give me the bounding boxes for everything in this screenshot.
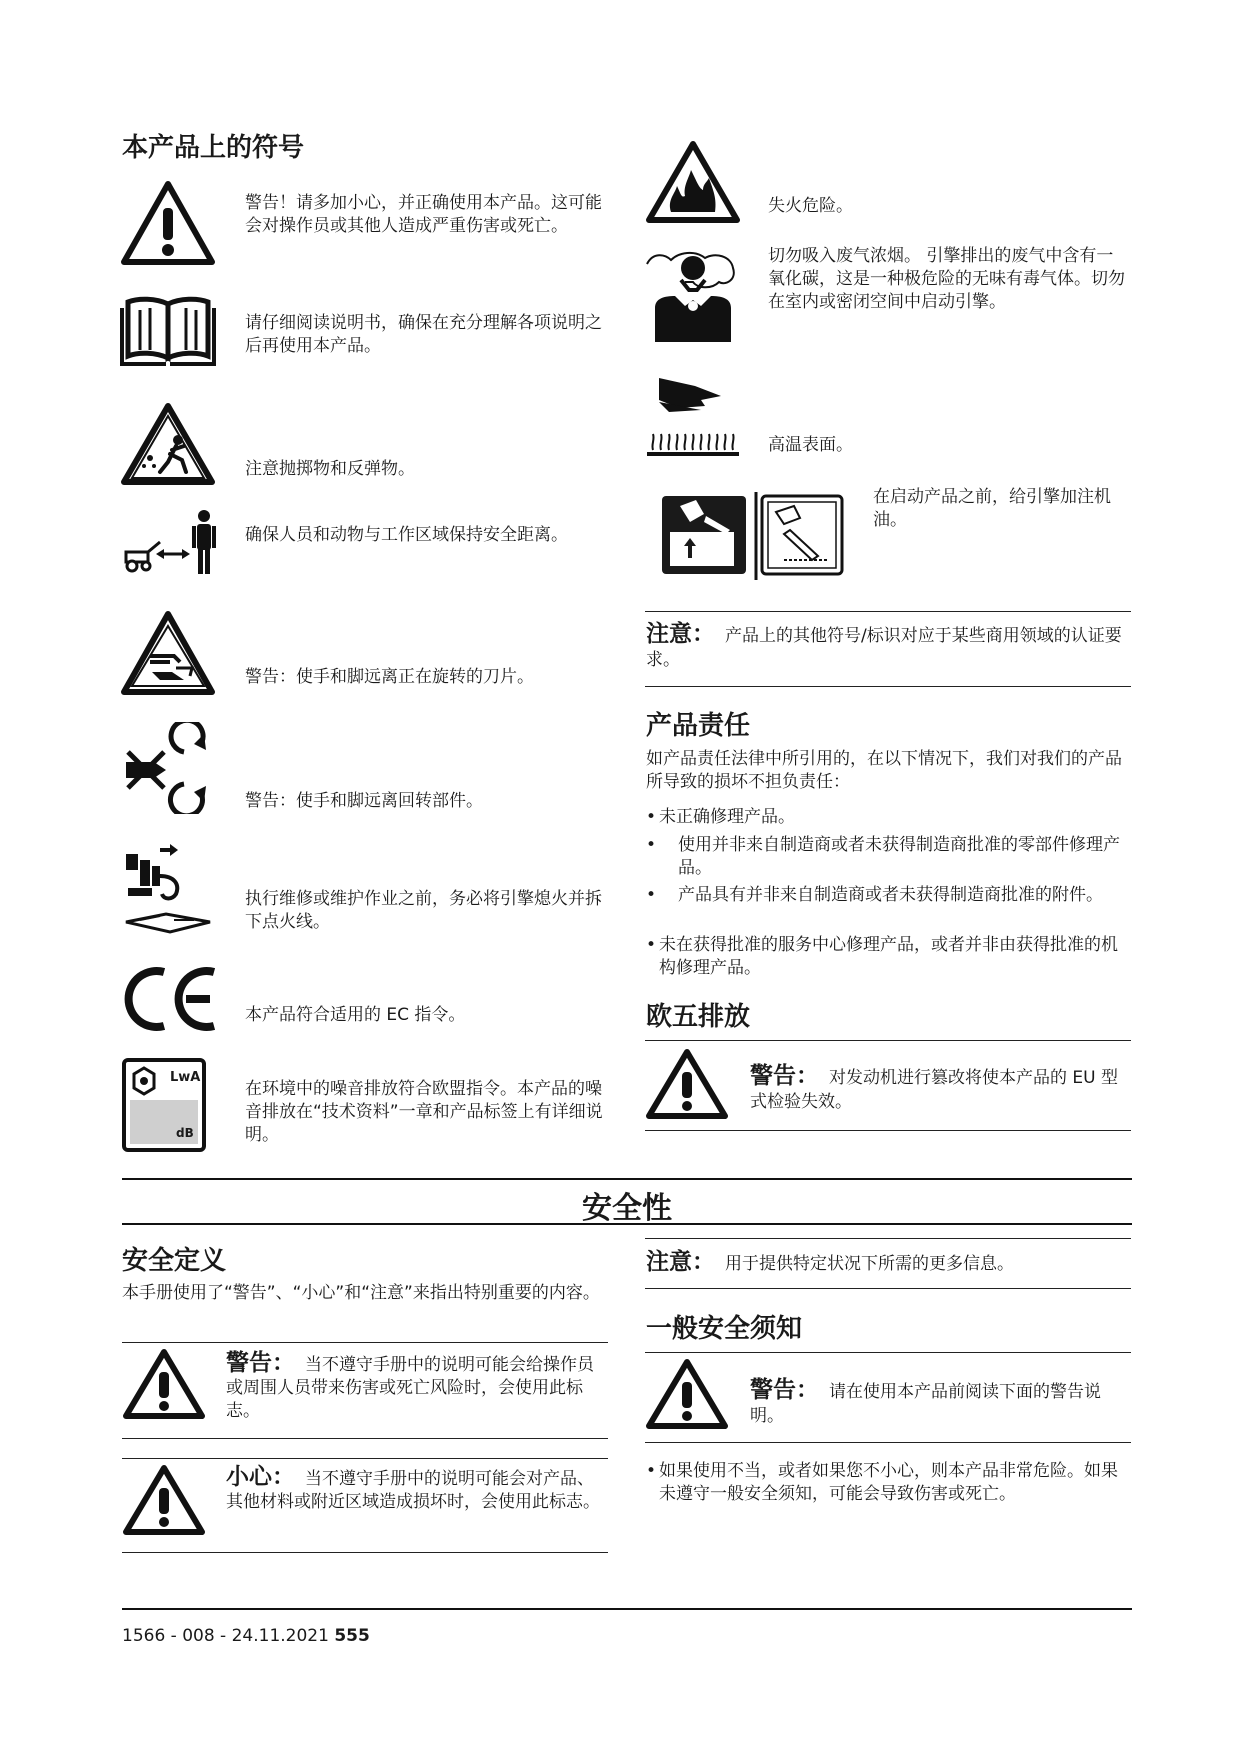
thrown-objects-icon (120, 402, 216, 486)
euro5-warning-box (750, 1064, 1132, 1114)
liability-bullet-3-text: 产品具有并非来自制造商或者未获得制造商批准的附件。 (678, 885, 1103, 905)
symbol-text-safe-distance: 确保人员和动物与工作区域保持安全距离。 (245, 525, 568, 545)
symbol-text-thrown-objects: 注意抛掷物和反弹物。 (245, 459, 415, 479)
rotating-parts-icon (120, 722, 216, 814)
general-warning-label: 警告： (750, 1377, 819, 1403)
engine-oil-icon (660, 490, 846, 582)
symbol-text-exhaust: 切勿吸入废气浓烟。 引擎排出的废气中含有一氧化碳，这是一种极危险的无味有毒气体。切勿在室内或密闭空间中启动引擎。 (768, 246, 1125, 312)
general-safety-heading: 一般安全须知 (646, 1314, 803, 1344)
symbol-text-warning: 警告！请多加小心，并正确使用本产品。这可能会对操作员或其他人造成严重伤害或死亡。 (245, 193, 602, 236)
definitions-heading: 安全定义 (122, 1246, 227, 1276)
noise-label-lwa: LwA (170, 1070, 201, 1085)
symbol-text-ce: 本产品符合适用的 EC 指令。 (245, 1005, 466, 1025)
def-caution-icon (122, 1464, 206, 1536)
liability-bullet-2 (646, 834, 1132, 880)
general-safety-bullet (646, 1460, 1132, 1506)
euro5-bottom-rule (645, 1130, 1131, 1131)
noise-label-icon (122, 1058, 206, 1152)
bullet-dot: • (646, 885, 657, 905)
symbol-text-rotating-blade: 警告：使手和脚远离正在旋转的刀片。 (245, 667, 534, 687)
euro5-warning-icon (645, 1048, 729, 1120)
general-warning-top-rule (645, 1352, 1131, 1353)
exhaust-fumes-icon (645, 246, 737, 342)
safety-top-rule (122, 1178, 1132, 1180)
liability-bullet-1-text: 未正确修理产品。 (659, 807, 795, 827)
def-warning-bottom-rule (122, 1438, 608, 1439)
symbols-heading: 本产品上的符号 (122, 133, 305, 163)
def-caution-label: 小心： (226, 1464, 295, 1490)
fire-hazard-icon (645, 140, 741, 224)
ce-mark-icon (120, 966, 220, 1032)
footer (122, 1626, 370, 1646)
symbol-text-rotating-parts: 警告：使手和脚远离回转部件。 (245, 791, 483, 811)
general-warning-text: 请在使用本产品前阅读下面的警告说明。 (750, 1382, 1101, 1426)
liability-heading: 产品责任 (646, 711, 751, 741)
symbol-text-spark-plug: 执行维修或维护作业之前，务必将引擎熄火并拆下点火线。 (245, 889, 602, 932)
bullet-dot: • (646, 935, 657, 955)
symbol-text-hot-surface: 高温表面。 (768, 435, 853, 455)
safety-note-bottom-rule (645, 1288, 1131, 1289)
euro5-warning-text: 对发动机进行篡改将使本产品的 EU 型式检验失效。 (750, 1068, 1118, 1112)
symbol-text-manual: 请仔细阅读说明书，确保在充分理解各项说明之后再使用本产品。 (245, 313, 602, 356)
note-products-box (646, 622, 1132, 672)
spark-plug-icon (120, 840, 216, 936)
def-caution-text: 当不遵守手册中的说明可能会对产品、其他材料或附近区域造成损坏时，会使用此标志。 (226, 1469, 600, 1512)
safety-note-label: 注意： (646, 1249, 715, 1275)
safety-title: 安全性 (582, 1191, 672, 1226)
euro5-top-rule (645, 1040, 1131, 1041)
liability-bullet-1 (646, 806, 1132, 829)
def-warning-label: 警告： (226, 1350, 295, 1376)
def-caution-top-rule (122, 1458, 608, 1459)
definitions-intro: 本手册使用了“警告”、“小心”和“注意”来指出特别重要的内容。 (122, 1283, 600, 1303)
bullet-dot: • (646, 807, 657, 827)
liability-bullet-4 (646, 934, 1132, 980)
liability-bullet-2-text: 使用并非来自制造商或者未获得制造商批准的零部件修理产品。 (678, 835, 1120, 878)
note-top-rule (645, 611, 1131, 612)
safety-note-text: 用于提供特定状况下所需的更多信息。 (725, 1254, 1014, 1274)
liability-bullet-3 (646, 884, 1132, 907)
def-caution-bottom-rule (122, 1552, 608, 1553)
liability-bullet-4-text: 未在获得批准的服务中心修理产品，或者并非由获得批准的机构修理产品。 (659, 935, 1118, 978)
def-warning-top-rule (122, 1342, 608, 1343)
symbol-text-noise: 在环境中的噪音排放符合欧盟指令。本产品的噪音排放在“技术资料”一章和产品标签上有详细说明。 (245, 1079, 603, 1145)
rotating-blade-icon (120, 610, 216, 696)
safety-bottom-rule (122, 1223, 1132, 1225)
safety-note-box (646, 1250, 1132, 1276)
footer-page-number: 555 (334, 1626, 370, 1646)
euro5-warning-label: 警告： (750, 1063, 819, 1089)
euro5-heading: 欧五排放 (646, 1002, 751, 1032)
general-warning-box (750, 1378, 1132, 1428)
noise-label-db: dB (176, 1126, 194, 1140)
liability-intro: 如产品责任法律中所引用的，在以下情况下，我们对我们的产品所导致的损坏不担负责任： (646, 749, 1122, 792)
def-caution-box (226, 1466, 610, 1514)
safety-note-top-rule (645, 1238, 1131, 1239)
footer-rule (122, 1608, 1132, 1610)
footer-doc-code: 1566 - 008 - 24.11.2021 (122, 1626, 329, 1646)
bullet-dot: • (646, 835, 657, 855)
general-warning-bottom-rule (645, 1442, 1131, 1443)
general-safety-bullet-text: 如果使用不当，或者如果您不小心，则本产品非常危险。如果未遵守一般安全须知，可能会导致伤害或死亡。 (659, 1461, 1118, 1504)
general-warning-icon (645, 1358, 729, 1430)
symbol-text-fire: 失火危险。 (768, 196, 853, 216)
manual-book-icon (120, 294, 216, 368)
note-bottom-rule (645, 686, 1131, 687)
def-warning-icon (122, 1348, 206, 1420)
symbol-text-engine-oil: 在启动产品之前，给引擎加注机油。 (873, 487, 1111, 530)
hot-surface-icon (645, 372, 741, 462)
safe-distance-icon (120, 508, 220, 576)
note-label: 注意： (646, 621, 715, 647)
def-warning-text: 当不遵守手册中的说明可能会给操作员或周围人员带来伤害或死亡风险时，会使用此标志。 (226, 1355, 594, 1421)
warning-triangle-icon (120, 180, 216, 266)
note-text: 产品上的其他符号/标识对应于某些商用领域的认证要求。 (646, 626, 1122, 670)
bullet-dot: • (646, 1461, 657, 1481)
def-warning-box (226, 1352, 610, 1423)
